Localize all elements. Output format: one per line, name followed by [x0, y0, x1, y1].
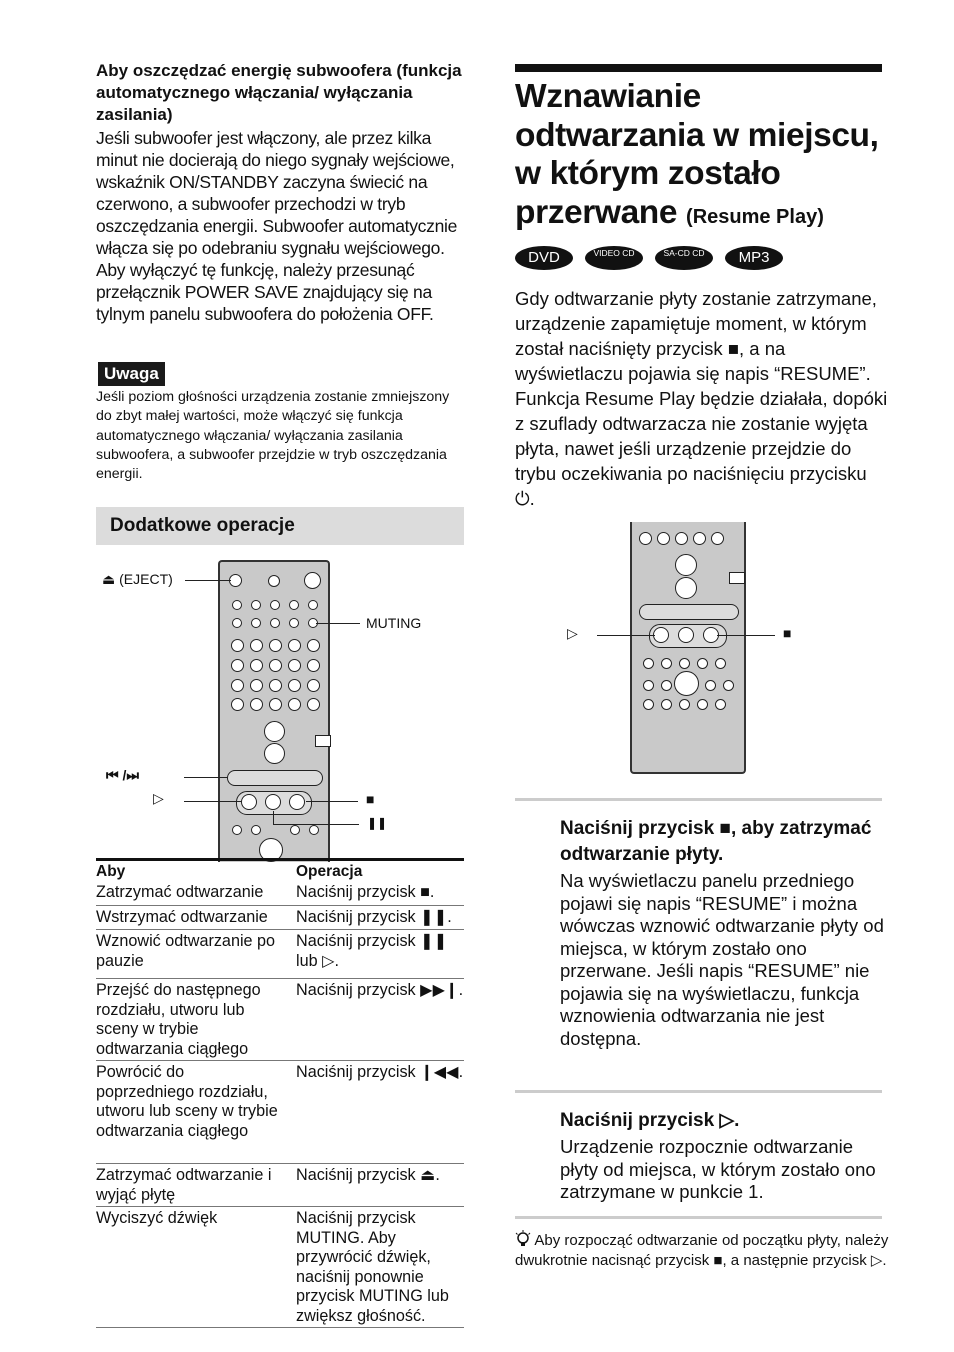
table-row	[96, 1206, 464, 1328]
table-cell-operation: Naciśnij przycisk MUTING. Aby przywrócić dźwięk, naciśnij ponownie przycisk MUTING lub zwiększ głośność.	[296, 1209, 449, 1325]
remote-button	[289, 600, 299, 610]
table-row	[96, 929, 464, 979]
remote-button	[715, 658, 726, 669]
stop-leader	[306, 801, 358, 802]
badge-mp3: MP3	[725, 246, 783, 270]
remote-button	[231, 659, 244, 672]
pause-button	[678, 627, 694, 643]
remote-button	[643, 680, 654, 691]
play-leader	[184, 801, 242, 802]
play-button	[653, 627, 669, 643]
remote-button	[232, 618, 242, 628]
badge-video-cd: VIDEO CD	[585, 246, 643, 270]
side-slider	[729, 572, 745, 584]
remote-button	[269, 659, 282, 672]
pause-leader	[273, 824, 359, 825]
intro-paragraph: Gdy odtwarzanie płyty zostanie zatrzymane, urządzenie zapamiętuje moment, w którym został naciśnięty przycisk ■, a na wyświetlaczu pojawia się napis “RESUME”. Funkcja Resume Play będzie działała, dopóki z szuflady odtwarzacza nie zostanie wyjęta płyta, nawet jeśli urządzenie przejdzie do trybu oczekiwania po naciśnięciu przycisku ⏻.	[515, 288, 888, 509]
energy-paragraph: Jeśli subwoofer jest włączony, ale przez kilka minut nie docierają do niego sygnały wejściowe, wskaźnik ON/STANDBY zaczyna świecić na czerwono, a subwoofer przechodzi w tryb oszczędzania energii. Subwoofer automatycznie włącza się po odebraniu sygnału wejściowego. Aby wyłączyć tę funkcję, należy przesunąć przełącznik POWER SAVE znajdujący się na tylnym panelu subwoofera do położenia OFF.	[96, 128, 458, 324]
pause-label: ❚❚	[367, 816, 388, 830]
remote-button	[639, 532, 652, 545]
remote-button	[231, 639, 244, 652]
table-cell-operation: Naciśnij przycisk ❙◀◀.	[296, 1063, 464, 1081]
remote-button	[661, 658, 672, 669]
table-top-rule	[96, 858, 464, 861]
play-button	[241, 794, 257, 810]
lightbulb-icon	[515, 1230, 531, 1248]
remote-button	[661, 680, 672, 691]
side-slider	[315, 735, 331, 747]
step1-separator	[515, 798, 882, 801]
remote-button	[679, 658, 690, 669]
remote-button	[288, 639, 301, 652]
badge-sacd-cd: SA-CD CD	[655, 246, 713, 270]
remote-button	[643, 699, 654, 710]
table-cell-purpose: Powrócić do poprzedniego rozdziału, utworu lub sceny w trybie odtwarzania ciągłego	[96, 1063, 278, 1140]
step2-separator	[515, 1090, 882, 1093]
tip-text: Aby rozpocząć odtwarzanie od początku płyty, należy dwukrotnie nacisnąć przycisk ■, a następnie przycisk ▷.	[515, 1232, 889, 1269]
remote-button	[675, 532, 688, 545]
remote-button	[250, 698, 263, 711]
tip-block	[515, 1230, 890, 1271]
tip-separator	[515, 1216, 882, 1219]
table-cell-purpose: Wstrzymać odtwarzanie	[96, 908, 268, 926]
section-title: Dodatkowe operacje	[110, 515, 295, 536]
table-cell-purpose: Zatrzymać odtwarzanie	[96, 883, 264, 901]
table-header-operacja: Operacja	[296, 863, 363, 880]
remote-button	[251, 600, 261, 610]
play-leader	[597, 635, 655, 636]
page-title	[515, 78, 895, 236]
badge-dvd: DVD	[515, 246, 573, 270]
energy-heading: Aby oszczędzać energię subwoofera (funkcja automatycznego włączania/ wyłączania zasilania)	[96, 61, 462, 124]
remote-button	[705, 680, 716, 691]
remote-button	[661, 699, 672, 710]
table-cell-purpose: Wznowić odtwarzanie po pauzie	[96, 932, 276, 970]
muting-label: MUTING	[366, 615, 422, 631]
remote-button	[231, 698, 244, 711]
remote-button	[643, 658, 654, 669]
table-cell-operation: Naciśnij przycisk ■.	[296, 883, 435, 901]
remote-button	[693, 532, 706, 545]
stop-leader	[717, 635, 775, 636]
remote-button	[288, 679, 301, 692]
stop-label: ■	[366, 791, 375, 807]
remote-button	[711, 532, 724, 545]
remote-button	[269, 698, 282, 711]
stop-label: ■	[783, 625, 792, 641]
note-label: Uwaga	[98, 362, 165, 386]
remote-illustration-left	[96, 555, 464, 847]
remote-button	[289, 618, 299, 628]
remote-button	[288, 659, 301, 672]
volume-up-button	[675, 554, 697, 576]
play-label: ▷	[153, 790, 164, 806]
remote-button	[250, 679, 263, 692]
remote-button	[270, 618, 280, 628]
table-row	[96, 1060, 464, 1164]
step1-heading: Naciśnij przycisk ■, aby zatrzymać odtwarzanie płyty.	[560, 818, 872, 865]
table-header-aby: Aby	[96, 863, 126, 880]
remote-button	[308, 600, 318, 610]
remote-button	[231, 679, 244, 692]
play-label: ▷	[567, 625, 578, 641]
stop-button	[289, 794, 305, 810]
remote-button	[269, 679, 282, 692]
remote-button	[657, 532, 670, 545]
remote-button	[251, 618, 261, 628]
enter-button	[674, 671, 699, 696]
table-cell-purpose: Wyciszyć dźwięk	[96, 1209, 218, 1227]
remote-button	[250, 639, 263, 652]
remote-button	[307, 698, 320, 711]
volume-down-button	[675, 577, 697, 599]
remote-button	[251, 825, 261, 835]
step2-text: Urządzenie rozpocznie odtwarzanie płyty od miejsca, w którym zostało ono zatrzymane w punkcie 1.	[560, 1136, 876, 1202]
title-rule	[515, 64, 882, 72]
skip-buttons-group	[639, 604, 739, 620]
pause-leader-v	[273, 811, 274, 825]
skip-label: ⏮ /⏭	[106, 767, 139, 783]
volume-down-button	[264, 743, 285, 764]
table-cell-operation: Naciśnij przycisk ❚❚ lub ▷.	[296, 932, 448, 970]
remote-button	[269, 639, 282, 652]
operations-table	[96, 858, 464, 1328]
remote-button	[307, 639, 320, 652]
table-row	[96, 1163, 464, 1207]
volume-up-button	[264, 721, 285, 742]
remote-button	[250, 659, 263, 672]
table-row	[96, 880, 464, 906]
remote-button	[288, 698, 301, 711]
remote-button	[307, 659, 320, 672]
remote-button	[309, 825, 319, 835]
power-button	[304, 572, 321, 589]
remote-button	[723, 680, 734, 691]
eject-leader	[185, 580, 231, 581]
skip-buttons-group	[227, 770, 323, 786]
remote-button	[232, 600, 242, 610]
muting-leader	[316, 623, 360, 624]
table-row	[96, 978, 464, 1061]
table-cell-operation: Naciśnij przycisk ❚❚.	[296, 908, 452, 926]
eject-label: ⏏ (EJECT)	[102, 571, 173, 587]
table-cell-purpose: Zatrzymać odtwarzanie i wyjąć płytę	[96, 1166, 272, 1204]
remote-button	[679, 699, 690, 710]
table-row	[96, 905, 464, 930]
step1-text: Na wyświetlaczu panelu przedniego pojawi się napis “RESUME” i można wówczas wznowić odtwarzanie płyty od miejsca, w którym zostało ono przerwane. Jeśli napis “RESUME” nie pojawia się na wyświetlaczu, funkcja wznowienia odtwarzania nie jest dostępna.	[560, 870, 884, 1049]
remote-button	[307, 679, 320, 692]
remote-button	[290, 825, 300, 835]
table-cell-operation: Naciśnij przycisk ▶▶❙.	[296, 981, 464, 999]
pause-button	[265, 794, 281, 810]
remote-button	[697, 699, 708, 710]
page-title-main: Wznawianie odtwarzania w miejscu, w którym zostało przerwane	[515, 78, 879, 231]
skip-leader	[184, 777, 228, 778]
remote-button	[715, 699, 726, 710]
remote-illustration-right	[515, 522, 882, 782]
remote-button	[270, 600, 280, 610]
note-text: Jeśli poziom głośności urządzenia zostanie zmniejszony do zbyt małej wartości, może włączyć się funkcja automatycznego włączania/ wyłączania zasilania subwoofera, a subwoofer przejdzie w tryb oszczędzania energii.	[96, 389, 450, 483]
page-title-sub: (Resume Play)	[686, 205, 824, 228]
remote-button	[697, 658, 708, 669]
remote-button	[268, 575, 280, 587]
step2-heading: Naciśnij przycisk ▷.	[560, 1110, 740, 1131]
remote-button	[232, 825, 242, 835]
table-cell-purpose: Przejść do następnego rozdziału, utworu lub sceny w trybie odtwarzania ciągłego	[96, 981, 261, 1058]
table-cell-operation: Naciśnij przycisk ⏏.	[296, 1166, 440, 1184]
